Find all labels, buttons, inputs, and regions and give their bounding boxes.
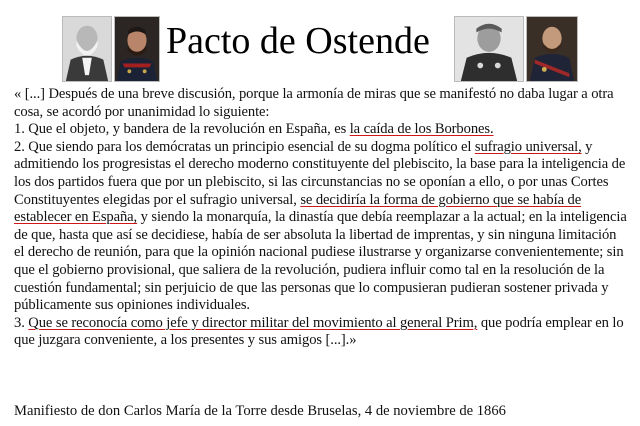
point-1-text: 1. Que el objeto, y bandera de la revolución en España, es bbox=[14, 121, 350, 138]
document-body bbox=[14, 86, 630, 350]
point-3-text: 3. bbox=[14, 314, 29, 331]
point-2-highlight-1: sufragio universal, bbox=[474, 138, 582, 155]
portrait-image bbox=[454, 16, 524, 82]
point-1-highlight: la caída de los Borbones. bbox=[349, 121, 494, 138]
source-citation: Manifiesto de don Carlos María de la Torre desde Bruselas, 4 de noviembre de 1866 bbox=[14, 403, 506, 419]
point-3-highlight: Que se reconocía como jefe y director militar del movimiento al general Prim, bbox=[28, 314, 478, 331]
point-2-highlight-2: se decidiría la forma de gobierno que se había de establecer en España, bbox=[14, 191, 582, 226]
portrait-image bbox=[62, 16, 112, 82]
point-2-text-middle: y admitiendo los progresistas el derecho moderno constituyente del plebiscito, la base para la inteligencia de los dos partidos fuera que por un plebiscito, si las circunstancias no se oponían a ello, o por unas Cortes Constituyentes elegidas por el sufragio universal, bbox=[14, 138, 626, 208]
portrait-image bbox=[114, 16, 160, 82]
point-2 bbox=[14, 139, 630, 315]
portrait-image bbox=[526, 16, 578, 82]
point-1 bbox=[14, 121, 630, 139]
point-2-text-end: y siendo la monarquía, la dinastía que debía reemplazar a la actual; en la inteligencia de que, hasta que así se decidiese, había de ser absoluta la libertad de imprentas, y sin ninguna limitación el derecho de reunión, para que la opinión nacional pudiese ilustrarse y organizarse convenientemente; sin que el gobierno provisional, que saliera de la revolución, pudiera influir como tal en la resolución de la cuestión fundamental; sin perjuicio de que las personas que lo compusieran pudieran sostener privada y públicamente sus opiniones individuales. bbox=[14, 209, 627, 314]
intro-paragraph: « [...] Después de una breve discusión, porque la armonía de miras que se manifestó no daba lugar a otra cosa, se acordó por unanimidad lo siguiente: bbox=[14, 86, 614, 120]
page-title: Pacto de Ostende bbox=[166, 20, 430, 62]
point-3-text-end: que podría emplear en lo que juzgara conveniente, a los presentes y sus amigos [...].» bbox=[14, 314, 624, 349]
point-2-text: 2. Que siendo para los demócratas un principio esencial de su dogma político el bbox=[14, 138, 475, 155]
point-3 bbox=[14, 315, 630, 350]
